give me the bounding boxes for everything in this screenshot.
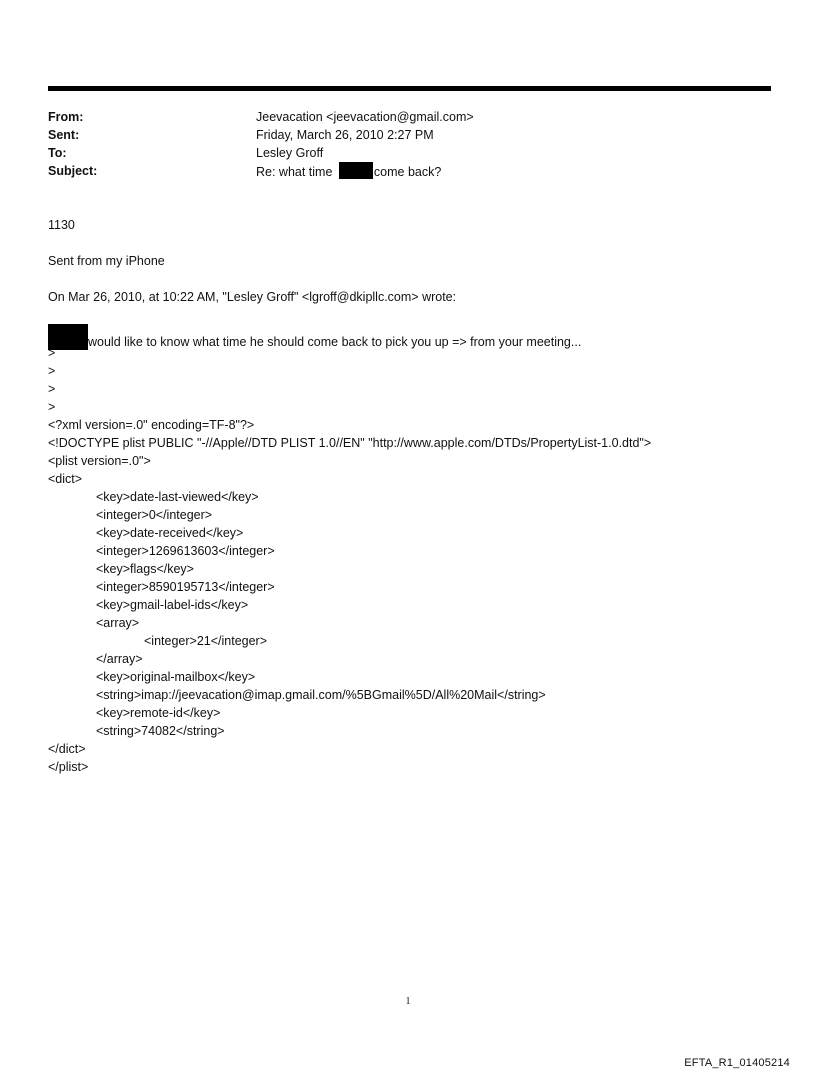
xml-line: <string>imap://jeevacation@imap.gmail.com/%5BGmail%5D/All%20Mail</string> [96,688,546,702]
xml-line: <integer>1269613603</integer> [96,544,275,558]
xml-line: <string>74082</string> [96,724,225,738]
subject-value [256,162,771,180]
reply-text: 1130 [48,218,75,232]
subject-row [48,162,771,180]
quote-marker: > [48,346,56,360]
xml-line: <key>original-mailbox</key> [96,670,256,684]
header-rule [48,86,771,91]
xml-line: <?xml version=.0" encoding=TF-8"?> [48,418,255,432]
xml-line: </plist> [48,760,89,774]
quote-marker: > [48,364,56,378]
from-label: From: [48,110,84,124]
quote-intro: On Mar 26, 2010, at 10:22 AM, "Lesley Groff" <lgroff@dkipllc.com> wrote: [48,290,457,304]
sent-value: Friday, March 26, 2010 2:27 PM [256,128,434,142]
from-value: Jeevacation <jeevacation@gmail.com> [256,110,474,124]
xml-line: <key>remote-id</key> [96,706,221,720]
sent-row [48,126,771,144]
plist-xml [48,416,788,776]
bates-number: EFTA_R1_01405214 [684,1057,790,1069]
xml-line: <key>gmail-label-ids</key> [96,598,249,612]
xml-line: <key>date-last-viewed</key> [96,490,259,504]
from-row [48,108,771,126]
xml-line: <integer>0</integer> [96,508,213,522]
subject-label: Subject: [48,164,98,178]
redaction-box [339,162,373,179]
subject-text-before: Re: what time [256,165,333,179]
xml-line: <integer>21</integer> [144,634,268,648]
sent-label: Sent: [48,128,80,142]
email-header [48,108,771,180]
quote-marker: > [48,382,56,396]
xml-line: <array> [96,616,140,630]
xml-line: <dict> [48,472,83,486]
to-label: To: [48,146,67,160]
subject-text-after: come back? [373,165,442,179]
xml-line: <plist version=.0"> [48,454,151,468]
quoted-message [48,324,788,349]
page-number: 1 [405,996,411,1007]
xml-line: <!DOCTYPE plist PUBLIC "-//Apple//DTD PLIST 1.0//EN" "http://www.apple.com/DTDs/PropertyList-1.0.dtd"> [48,436,652,450]
xml-line: </array> [96,652,143,666]
xml-line: <key>date-received</key> [96,526,244,540]
xml-line: <key>flags</key> [96,562,194,576]
to-row [48,144,771,162]
xml-line: <integer>8590195713</integer> [96,580,275,594]
email-body [48,216,788,776]
quote-marker: > [48,400,56,414]
signature-text: Sent from my iPhone [48,254,165,268]
quoted-message-text: would like to know what time he should come back to pick you up => from your meeting... [88,335,582,349]
xml-line: </dict> [48,742,86,756]
to-value: Lesley Groff [256,146,324,160]
